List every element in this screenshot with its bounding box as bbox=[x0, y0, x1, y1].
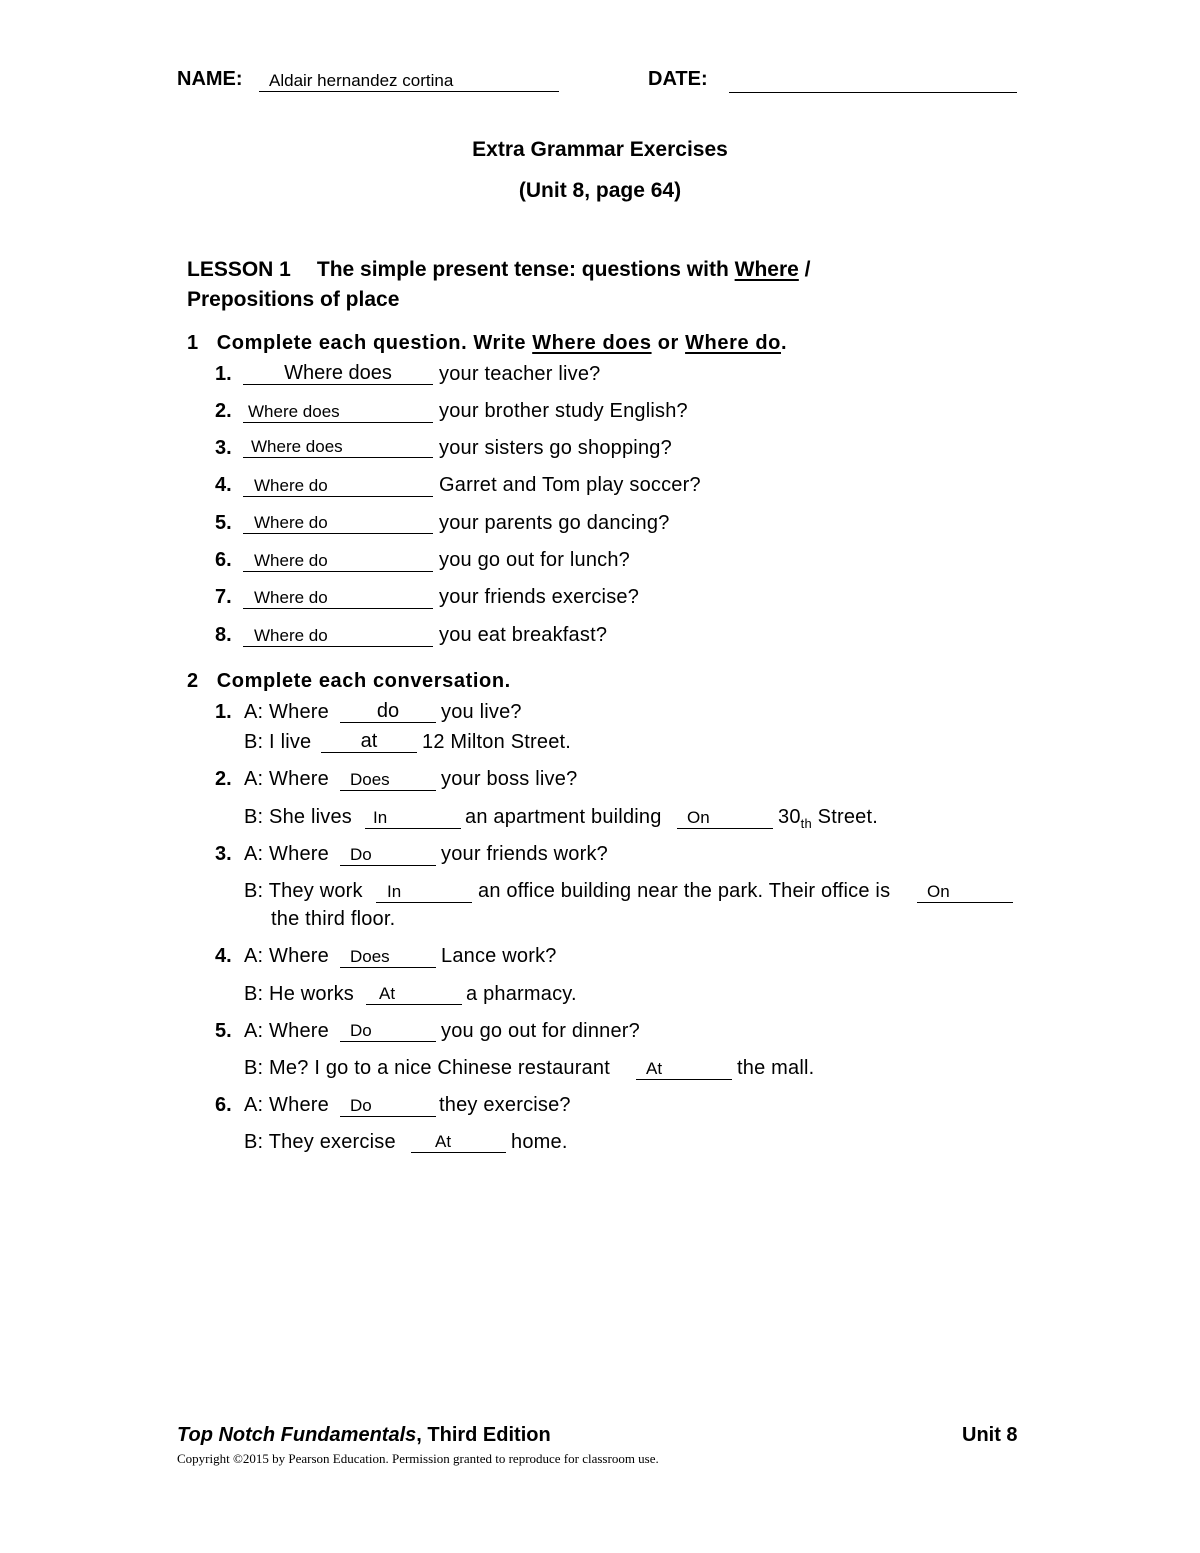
q-number: 1. bbox=[215, 363, 232, 385]
line-b-text bbox=[778, 805, 878, 831]
line-a-text: A: Where bbox=[244, 1020, 329, 1042]
line-a-text: A: Where bbox=[244, 701, 329, 723]
question-text: your brother study English? bbox=[439, 400, 688, 422]
footer-unit: Unit 8 bbox=[962, 1424, 1018, 1446]
answer-blank[interactable]: at bbox=[321, 730, 417, 753]
question-text: your friends exercise? bbox=[439, 586, 640, 608]
line-a-text: you go out for dinner? bbox=[441, 1020, 640, 1042]
line-b-text: B: She lives bbox=[244, 806, 353, 828]
instr-option-where-does: Where does bbox=[532, 332, 652, 354]
answer-blank[interactable]: Do bbox=[340, 844, 436, 866]
line-b-text: the third floor. bbox=[271, 908, 396, 930]
exercise2-number: 2 bbox=[187, 670, 199, 692]
exercise2-instruction bbox=[187, 670, 511, 693]
date-field[interactable] bbox=[729, 70, 1017, 93]
instr-text: Complete each question. Write bbox=[216, 332, 533, 354]
q-number: 7. bbox=[215, 586, 232, 608]
line-b-text: an apartment building bbox=[465, 806, 662, 828]
answer-blank[interactable]: Where does bbox=[243, 436, 433, 458]
answer-blank[interactable]: Do bbox=[340, 1020, 436, 1042]
question-text: your parents go dancing? bbox=[439, 512, 670, 534]
q-number: 8. bbox=[215, 624, 232, 646]
copyright: Copyright ©2015 by Pearson Education. Permission granted to reproduce for classroom use. bbox=[177, 1451, 659, 1466]
line-b-text: an office building near the park. Their office is bbox=[478, 880, 891, 902]
street-number: 30 bbox=[778, 806, 801, 828]
q-number: 2. bbox=[215, 400, 232, 422]
line-b-text: a pharmacy. bbox=[466, 983, 577, 1005]
street-word: Street. bbox=[817, 806, 878, 828]
page-title: Extra Grammar Exercises bbox=[472, 138, 728, 161]
q-number: 4. bbox=[215, 474, 232, 496]
answer-blank[interactable]: Where do bbox=[243, 512, 433, 534]
q-number: 6. bbox=[215, 549, 232, 571]
name-label: NAME: bbox=[177, 68, 243, 90]
line-b-text: B: I live bbox=[244, 731, 312, 753]
instr-option-where-do: Where do bbox=[685, 332, 781, 354]
line-b-text: B: Me? I go to a nice Chinese restaurant bbox=[244, 1057, 610, 1079]
lesson-title-slash: / bbox=[798, 258, 811, 281]
answer-blank[interactable]: do bbox=[340, 700, 436, 723]
answer-blank[interactable]: At bbox=[636, 1058, 732, 1080]
exercise1-number: 1 bbox=[187, 332, 199, 354]
q-number: 5. bbox=[215, 512, 232, 534]
answer-blank[interactable]: Where do bbox=[243, 625, 433, 647]
footer-book bbox=[177, 1424, 551, 1447]
answer-blank[interactable]: Where do bbox=[243, 587, 433, 609]
line-b-text: B: They exercise bbox=[244, 1131, 396, 1153]
conv-number: 5. bbox=[215, 1020, 232, 1042]
answer-blank[interactable]: In bbox=[365, 807, 461, 829]
answer-blank[interactable]: Where does bbox=[243, 401, 433, 423]
line-b-text: B: He works bbox=[244, 983, 355, 1005]
book-edition: , Third Edition bbox=[416, 1424, 551, 1446]
conv-number: 3. bbox=[215, 843, 232, 865]
conv-number: 1. bbox=[215, 701, 232, 723]
instr-end: . bbox=[781, 332, 788, 354]
lesson-heading bbox=[187, 258, 810, 282]
book-title: Top Notch Fundamentals bbox=[177, 1424, 417, 1446]
answer-blank[interactable]: Does bbox=[340, 946, 436, 968]
conv-number: 4. bbox=[215, 945, 232, 967]
line-a-text: you live? bbox=[441, 701, 522, 723]
lesson-title-line2: Prepositions of place bbox=[187, 288, 400, 311]
line-b-text: home. bbox=[511, 1131, 568, 1153]
answer-blank[interactable]: Does bbox=[340, 769, 436, 791]
question-text: you eat breakfast? bbox=[439, 624, 608, 646]
question-text: your teacher live? bbox=[439, 363, 601, 385]
line-b-text: B: They work bbox=[244, 880, 363, 902]
answer-blank[interactable]: At bbox=[411, 1131, 506, 1153]
line-a-text: they exercise? bbox=[439, 1094, 571, 1116]
name-field[interactable]: Aldair hernandez cortina bbox=[259, 70, 559, 92]
line-b-text: the mall. bbox=[737, 1057, 815, 1079]
conv-number: 6. bbox=[215, 1094, 232, 1116]
lesson-label: LESSON 1 bbox=[187, 258, 291, 281]
answer-blank[interactable]: In bbox=[376, 881, 472, 903]
line-a-text: your friends work? bbox=[441, 843, 608, 865]
line-a-text: A: Where bbox=[244, 1094, 329, 1116]
exercise1-instruction bbox=[187, 332, 787, 355]
question-text: Garret and Tom play soccer? bbox=[439, 474, 701, 496]
answer-blank[interactable]: Where do bbox=[243, 475, 433, 497]
page-subtitle: (Unit 8, page 64) bbox=[518, 179, 682, 202]
answer-blank[interactable]: On bbox=[677, 807, 773, 829]
answer-blank[interactable]: Where does bbox=[243, 362, 433, 385]
answer-blank[interactable]: Where do bbox=[243, 550, 433, 572]
line-a-text: A: Where bbox=[244, 945, 329, 967]
line-a-text: A: Where bbox=[244, 768, 329, 790]
q-number: 3. bbox=[215, 437, 232, 459]
street-suffix: th bbox=[800, 816, 812, 831]
answer-blank[interactable]: At bbox=[366, 983, 462, 1005]
answer-blank[interactable]: On bbox=[917, 881, 1013, 903]
instr-text: Complete each conversation. bbox=[216, 670, 511, 692]
line-a-text: A: Where bbox=[244, 843, 329, 865]
instr-or: or bbox=[651, 332, 686, 354]
line-a-text: Lance work? bbox=[441, 945, 557, 967]
answer-blank[interactable]: Do bbox=[340, 1095, 436, 1117]
date-label: DATE: bbox=[648, 68, 708, 90]
question-text: you go out for lunch? bbox=[439, 549, 630, 571]
line-a-text: your boss live? bbox=[441, 768, 578, 790]
question-text: your sisters go shopping? bbox=[439, 437, 672, 459]
lesson-title-where: Where bbox=[734, 258, 799, 281]
conv-number: 2. bbox=[215, 768, 232, 790]
lesson-title: The simple present tense: questions with bbox=[316, 258, 735, 281]
line-b-text: 12 Milton Street. bbox=[422, 731, 572, 753]
